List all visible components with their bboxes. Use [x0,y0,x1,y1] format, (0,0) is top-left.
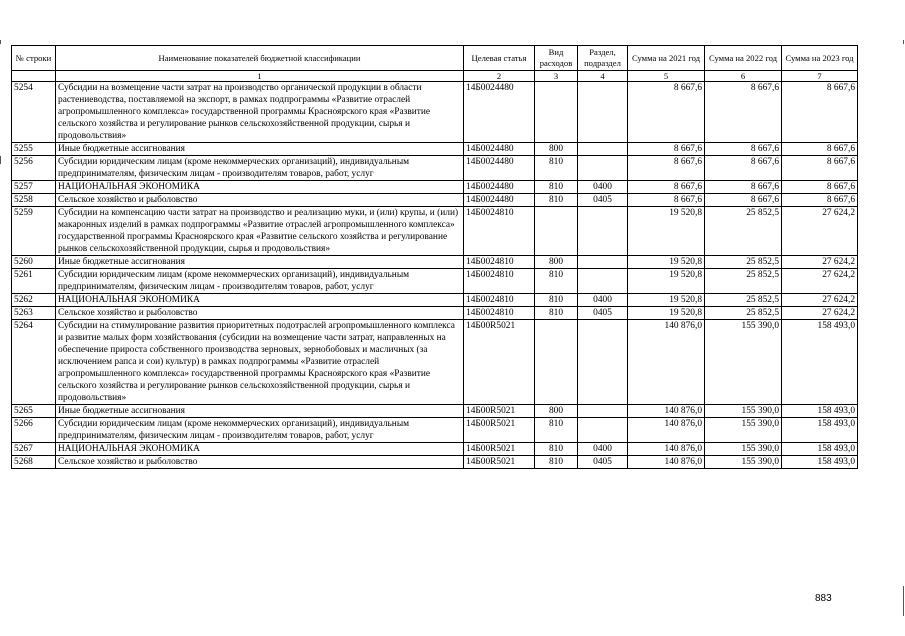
sum-2023-cell: 27 624,2 [782,307,858,320]
expense-type-cell [535,320,578,405]
header-row-number: № строки [12,46,56,71]
section-cell [578,82,628,143]
sum-2023-cell: 27 624,2 [782,269,858,294]
expense-type-cell: 800 [535,143,578,156]
expense-type-cell: 810 [535,181,578,194]
target-article-cell: 14Б0024810 [464,207,535,256]
sum-2023-cell: 158 493,0 [782,320,858,405]
sum-2023-cell: 158 493,0 [782,443,858,456]
table-row [12,256,858,269]
table-row [12,269,858,294]
section-cell: 0400 [578,443,628,456]
header-sum-2022: Сумма на 2022 год [705,46,782,71]
row-number-cell: 5259 [12,207,56,256]
scan-edge-mark-right [903,40,904,44]
target-article-cell: 14Б0024480 [464,143,535,156]
section-cell [578,418,628,443]
table-row [12,418,858,443]
section-cell: 0405 [578,194,628,207]
sum-2021-cell: 8 667,6 [628,181,705,194]
sum-2023-cell: 8 667,6 [782,194,858,207]
expense-type-cell: 810 [535,194,578,207]
column-number: 4 [578,71,628,82]
sum-2021-cell: 19 520,8 [628,269,705,294]
row-number-cell: 5260 [12,256,56,269]
expense-type-cell: 800 [535,256,578,269]
header-target-article: Целевая статья [464,46,535,71]
header-expense-type: Вид расходов [535,46,578,71]
row-number-cell: 5268 [12,456,56,469]
row-number-cell: 5262 [12,294,56,307]
sum-2023-cell: 8 667,6 [782,181,858,194]
column-number: 2 [464,71,535,82]
sum-2021-cell: 140 876,0 [628,418,705,443]
row-number-cell: 5254 [12,82,56,143]
column-number: 6 [705,71,782,82]
indicator-name-cell: Субсидии юридическим лицам (кроме некоммерческих организаций), индивидуальным предпринимателям, физическим лицам - производителям товаров, работ, услуг [56,156,464,181]
sum-2021-cell: 19 520,8 [628,256,705,269]
sum-2021-cell: 19 520,8 [628,307,705,320]
sum-2022-cell: 155 390,0 [705,443,782,456]
sum-2023-cell: 27 624,2 [782,207,858,256]
sum-2022-cell: 155 390,0 [705,405,782,418]
section-cell: 0405 [578,307,628,320]
expense-type-cell: 810 [535,443,578,456]
sum-2023-cell: 27 624,2 [782,256,858,269]
indicator-name-cell: Иные бюджетные ассигнования [56,405,464,418]
sum-2023-cell: 8 667,6 [782,143,858,156]
expense-type-cell: 810 [535,456,578,469]
indicator-name-cell: Субсидии юридическим лицам (кроме некоммерческих организаций), индивидуальным предпринимателям, физическим лицам - производителям товаров, работ, услуг [56,269,464,294]
table-row [12,194,858,207]
expense-type-cell: 810 [535,307,578,320]
sum-2021-cell: 140 876,0 [628,456,705,469]
table-row [12,320,858,405]
sum-2022-cell: 8 667,6 [705,194,782,207]
sum-2023-cell: 8 667,6 [782,156,858,181]
target-article-cell: 14Б00R5021 [464,405,535,418]
table-row [12,405,858,418]
expense-type-cell: 800 [535,405,578,418]
sum-2021-cell: 19 520,8 [628,294,705,307]
indicator-name-cell: Сельское хозяйство и рыболовство [56,307,464,320]
target-article-cell: 14Б0024480 [464,194,535,207]
section-cell: 0405 [578,456,628,469]
section-cell [578,143,628,156]
indicator-name-cell: Сельское хозяйство и рыболовство [56,456,464,469]
column-numbers-row [12,71,858,82]
indicator-name-cell: НАЦИОНАЛЬНАЯ ЭКОНОМИКА [56,443,464,456]
section-cell [578,269,628,294]
section-cell: 0400 [578,181,628,194]
sum-2021-cell: 8 667,6 [628,143,705,156]
table-row [12,456,858,469]
sum-2021-cell: 140 876,0 [628,320,705,405]
row-number-cell: 5264 [12,320,56,405]
column-number [12,71,56,82]
section-cell [578,405,628,418]
expense-type-cell: 810 [535,156,578,181]
row-number-cell: 5258 [12,194,56,207]
sum-2022-cell: 25 852,5 [705,207,782,256]
column-number: 5 [628,71,705,82]
sum-2021-cell: 8 667,6 [628,156,705,181]
scan-edge-mark-left [0,40,1,44]
target-article-cell: 14Б0024810 [464,256,535,269]
header-indicator-name: Наименование показателей бюджетной классификации [56,46,464,71]
sum-2021-cell: 19 520,8 [628,207,705,256]
sum-2022-cell: 25 852,5 [705,307,782,320]
row-number-cell: 5266 [12,418,56,443]
expense-type-cell: 810 [535,294,578,307]
indicator-name-cell: Сельское хозяйство и рыболовство [56,194,464,207]
sum-2023-cell: 8 667,6 [782,82,858,143]
target-article-cell: 14Б00R5021 [464,456,535,469]
row-number-cell: 5257 [12,181,56,194]
section-cell [578,156,628,181]
column-number: 1 [56,71,464,82]
sum-2022-cell: 155 390,0 [705,456,782,469]
header-sum-2023: Сумма на 2023 год [782,46,858,71]
budget-table [11,45,858,469]
section-cell [578,207,628,256]
section-cell: 0400 [578,294,628,307]
indicator-name-cell: Субсидии на компенсацию части затрат на производство и реализацию муки, и (или) крупы, и (или) макаронных изделий в рамках подпрограммы «Развитие отраслей агропромышленного комплекса» государственной программы Красноярского края «Развитие сельского хозяйства и регулирование рынков сельскохозяйственной продукции, сырья и продовольствия» [56,207,464,256]
header-sum-2021: Сумма на 2021 год [628,46,705,71]
page-number: 883 [815,593,832,604]
sum-2022-cell: 8 667,6 [705,143,782,156]
header-section: Раздел, подраздел [578,46,628,71]
indicator-name-cell: НАЦИОНАЛЬНАЯ ЭКОНОМИКА [56,181,464,194]
table-row [12,82,858,143]
target-article-cell: 14Б0024810 [464,307,535,320]
row-number-cell: 5263 [12,307,56,320]
sum-2022-cell: 25 852,5 [705,294,782,307]
target-article-cell: 14Б0024810 [464,294,535,307]
row-number-cell: 5255 [12,143,56,156]
target-article-cell: 14Б00R5021 [464,418,535,443]
sum-2022-cell: 155 390,0 [705,320,782,405]
table-row [12,307,858,320]
expense-type-cell: 810 [535,269,578,294]
row-number-cell: 5261 [12,269,56,294]
target-article-cell: 14Б0024480 [464,82,535,143]
section-cell [578,320,628,405]
sum-2022-cell: 25 852,5 [705,256,782,269]
table-row [12,181,858,194]
sum-2021-cell: 140 876,0 [628,405,705,418]
column-number: 7 [782,71,858,82]
sum-2022-cell: 8 667,6 [705,82,782,143]
target-article-cell: 14Б0024480 [464,181,535,194]
scan-edge-mark-left [0,156,1,164]
indicator-name-cell: Субсидии на возмещение части затрат на производство органической продукции в области растениеводства, поставляемой на экспорт, в рамках подпрограммы «Развитие отраслей агропромышленного комплекса» государственной программы Красноярского края «Развитие сельского хозяйства и регулирование рынков сельскохозяйственной продукции, сырья и продовольствия» [56,82,464,143]
indicator-name-cell: Субсидии юридическим лицам (кроме некоммерческих организаций), индивидуальным предпринимателям, физическим лицам - производителям товаров, работ, услуг [56,418,464,443]
expense-type-cell [535,207,578,256]
target-article-cell: 14Б0024810 [464,269,535,294]
table-body [12,82,858,469]
section-cell [578,256,628,269]
sum-2022-cell: 8 667,6 [705,156,782,181]
scan-edge-mark-right [903,586,904,616]
document-page [11,45,857,469]
indicator-name-cell: НАЦИОНАЛЬНАЯ ЭКОНОМИКА [56,294,464,307]
sum-2021-cell: 140 876,0 [628,443,705,456]
sum-2023-cell: 158 493,0 [782,405,858,418]
sum-2022-cell: 155 390,0 [705,418,782,443]
row-number-cell: 5267 [12,443,56,456]
table-row [12,294,858,307]
table-row [12,143,858,156]
sum-2022-cell: 8 667,6 [705,181,782,194]
expense-type-cell: 810 [535,418,578,443]
target-article-cell: 14Б0024480 [464,156,535,181]
expense-type-cell [535,82,578,143]
sum-2023-cell: 27 624,2 [782,294,858,307]
sum-2023-cell: 158 493,0 [782,456,858,469]
sum-2022-cell: 25 852,5 [705,269,782,294]
indicator-name-cell: Иные бюджетные ассигнования [56,256,464,269]
row-number-cell: 5256 [12,156,56,181]
table-row [12,156,858,181]
table-row [12,207,858,256]
table-row [12,443,858,456]
sum-2023-cell: 158 493,0 [782,418,858,443]
indicator-name-cell: Иные бюджетные ассигнования [56,143,464,156]
indicator-name-cell: Субсидии на стимулирование развития приоритетных подотраслей агропромышленного комплекса и развитие малых форм хозяйствования (субсидии на возмещение части затрат, направленных на обеспечение прироста собственного производства зерновых, зернобобовых и масличных (за исключением рапса и сои) культур) в рамках подпрограммы «Развитие отраслей агропромышленного комплекса» государственной программы Красноярского края «Развитие сельского хозяйства и регулирование рынков сельскохозяйственной продукции, сырья и продовольствия» [56,320,464,405]
column-number: 3 [535,71,578,82]
row-number-cell: 5265 [12,405,56,418]
target-article-cell: 14Б00R5021 [464,320,535,405]
table-header-row [12,46,858,71]
sum-2021-cell: 8 667,6 [628,194,705,207]
sum-2021-cell: 8 667,6 [628,82,705,143]
target-article-cell: 14Б00R5021 [464,443,535,456]
